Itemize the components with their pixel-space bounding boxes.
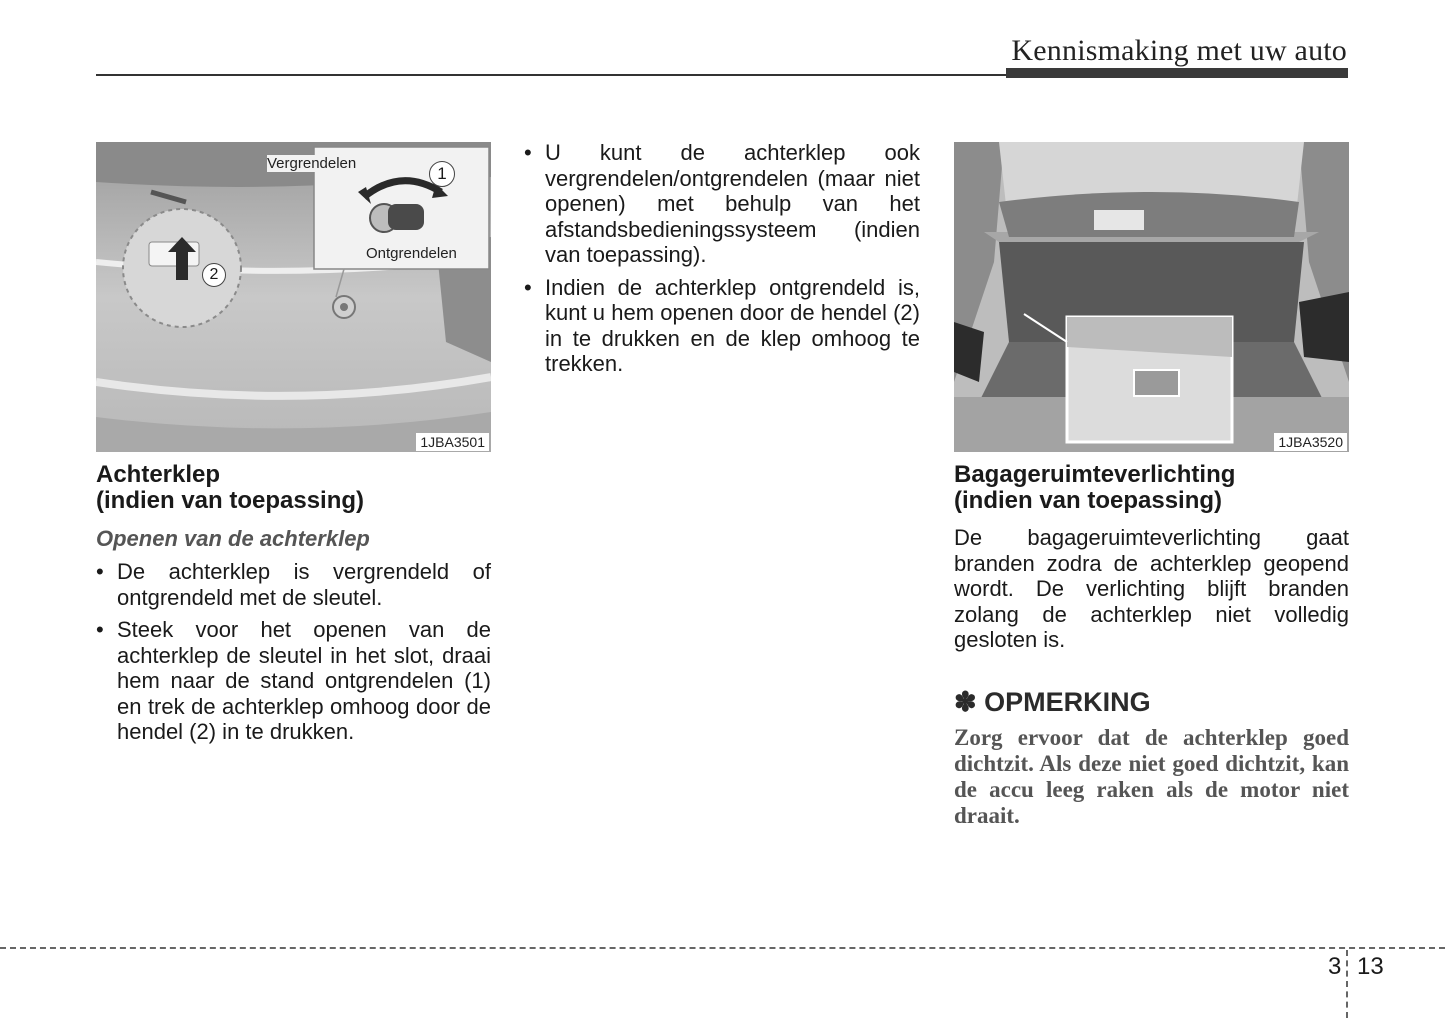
callout-lock-label: Vergrendelen [267, 155, 357, 172]
callout-unlock-label: Ontgrendelen [366, 245, 457, 262]
page-number: 13 [1357, 953, 1384, 980]
tailgate-figure [96, 142, 491, 452]
list-item: • De achterklep is vergrendeld of ontgrendeld met de sleutel. [96, 559, 491, 610]
remote-bullet-list [524, 140, 920, 384]
heading-line: (indien van toepassing) [954, 487, 1223, 514]
tailgate-illustration [96, 142, 491, 452]
header-bar [1006, 68, 1348, 78]
heading-line: Bagageruimteverlichting [954, 461, 1236, 488]
tailgate-bullet-list [96, 559, 491, 752]
footer-rule [0, 947, 1445, 949]
callout-number-2: 2 [202, 263, 226, 287]
note-heading: ✽ OPMERKING [954, 687, 1151, 717]
luggage-lamp-paragraph: De bagageruimteverlichting gaat branden zodra de achterklep geopend wordt. De verlichting blijft branden zolang de achterklep niet volledig gesloten is. [954, 525, 1349, 652]
subheading-opening: Openen van de achterklep [96, 526, 370, 551]
figure-code: 1JBA3520 [1274, 433, 1347, 451]
heading-line: (indien van toepassing) [96, 487, 365, 514]
section-heading-luggage-lamp [954, 462, 1235, 514]
list-item: • Steek voor het openen van de achterklep de sleutel in het slot, draai hem naar de stand ontgrendelen (1) en trek de achterklep omhoog door de hendel (2) in te drukken. [96, 617, 491, 745]
heading-line: Achterklep [96, 461, 221, 488]
chapter-number: 3 [1328, 953, 1342, 980]
list-item: • U kunt de achterklep ook vergrendelen/ontgrendelen (maar niet openen) met behulp van het afstandsbedieningssysteem (indien van toepassing). [524, 140, 920, 268]
running-header: Kennismaking met uw auto [1011, 34, 1347, 67]
luggage-illustration [954, 142, 1349, 452]
list-item: • Indien de achterklep ontgrendeld is, kunt u hem openen door de hendel (2) in te drukken en de klep omhoog te trekken. [524, 275, 920, 377]
section-heading-tailgate [96, 462, 364, 514]
callout-number-1: 1 [429, 161, 455, 187]
note-text: Zorg ervoor dat de achterklep goed dichtzit. Als deze niet goed dichtzit, kan de accu leeg raken als de motor niet draait. [954, 725, 1349, 828]
figure-code: 1JBA3501 [416, 433, 489, 451]
footer-divider [1346, 950, 1348, 1018]
luggage-lamp-figure [954, 142, 1349, 452]
